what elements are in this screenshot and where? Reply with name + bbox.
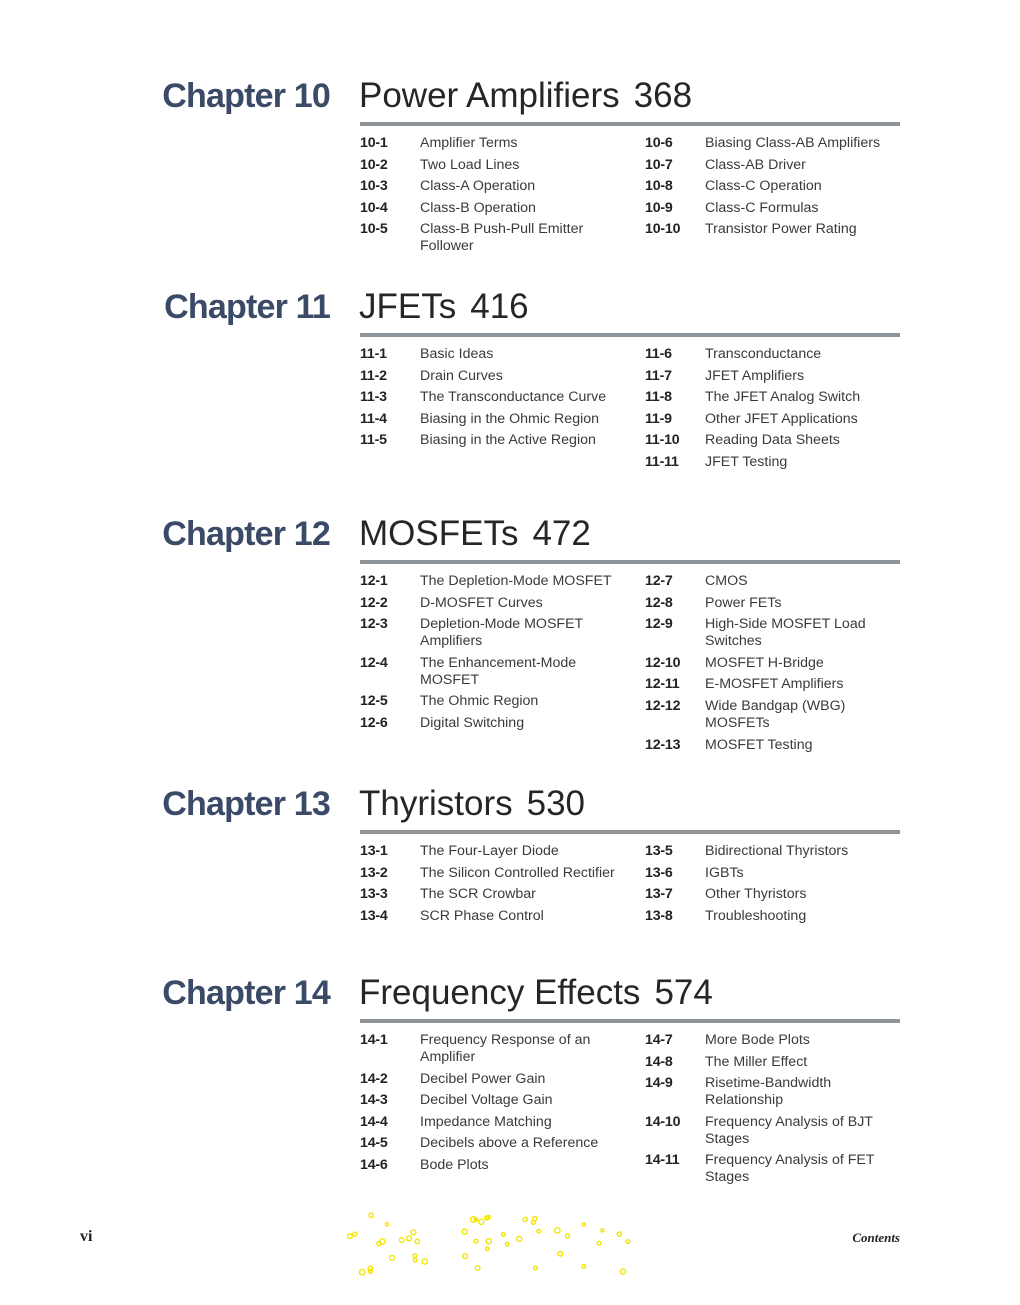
chapter-label: Chapter 11 xyxy=(164,288,330,326)
section-entry xyxy=(360,411,620,428)
section-title: Transconductance xyxy=(705,346,822,362)
decorative-dot xyxy=(523,1217,527,1221)
section-number: 10-2 xyxy=(360,156,388,173)
section-number: 11-3 xyxy=(360,389,387,406)
section-entry xyxy=(360,1157,620,1174)
section-entry xyxy=(645,1075,905,1109)
section-number: 10-9 xyxy=(645,199,673,216)
section-entry xyxy=(360,389,620,406)
chapter-divider xyxy=(360,333,900,337)
section-entry xyxy=(645,698,905,732)
section-number: 14-3 xyxy=(360,1092,388,1109)
section-title: Class-B Operation xyxy=(420,199,536,216)
section-entry xyxy=(360,865,620,882)
section-title: The JFET Analog Switch xyxy=(705,389,861,406)
chapter-heading xyxy=(359,76,899,116)
section-title: Wide Bandgap (WBG) MOSFETs xyxy=(705,697,846,731)
section-number: 10-1 xyxy=(360,135,388,151)
section-number: 12-7 xyxy=(645,573,673,589)
section-title: Amplifier Terms xyxy=(420,135,518,151)
section-entry xyxy=(645,346,905,363)
section-title: MOSFET H-Bridge xyxy=(705,654,824,671)
section-title: Decibel Voltage Gain xyxy=(420,1092,553,1109)
decorative-dot xyxy=(534,1266,538,1270)
section-number: 11-10 xyxy=(645,432,680,449)
chapter-page-number: 472 xyxy=(532,514,591,553)
section-title: CMOS xyxy=(705,573,748,589)
section-entry xyxy=(360,200,620,217)
chapter-divider xyxy=(360,1019,900,1023)
decorative-dot xyxy=(471,1217,477,1223)
section-entry xyxy=(360,1114,620,1131)
decorative-dot xyxy=(413,1258,417,1262)
page-number: vi xyxy=(80,1228,93,1245)
section-entry xyxy=(645,200,905,217)
section-number: 10-8 xyxy=(645,178,673,195)
section-title: Power FETs xyxy=(705,594,782,611)
section-title: Risetime-Bandwidth Relationship xyxy=(705,1075,832,1109)
section-entry xyxy=(360,1032,620,1066)
section-title: The Ohmic Region xyxy=(420,693,539,710)
decorative-dot xyxy=(399,1238,404,1243)
section-entry xyxy=(645,655,905,672)
decorative-dot xyxy=(582,1265,586,1269)
decorative-dot xyxy=(385,1223,388,1226)
chapter-page-number: 416 xyxy=(470,287,529,326)
section-number: 12-10 xyxy=(645,654,681,671)
section-number: 11-7 xyxy=(645,367,672,384)
section-number: 14-2 xyxy=(360,1070,388,1087)
section-number: 11-5 xyxy=(360,432,387,449)
chapter-heading xyxy=(359,287,899,327)
chapter-label: Chapter 12 xyxy=(162,515,330,553)
section-number: 14-5 xyxy=(360,1135,388,1152)
section-title: Bode Plots xyxy=(420,1156,489,1173)
section-entry xyxy=(645,595,905,612)
section-column-left xyxy=(360,1032,620,1179)
section-title: Biasing in the Active Region xyxy=(420,432,596,449)
section-number: 10-7 xyxy=(645,156,673,173)
decorative-dot xyxy=(353,1232,357,1236)
section-entry xyxy=(360,178,620,195)
section-number: 12-6 xyxy=(360,714,388,731)
section-title: Bidirectional Thyristors xyxy=(705,843,849,859)
section-number: 14-10 xyxy=(645,1113,681,1130)
chapter-page-number: 530 xyxy=(526,784,586,823)
section-number: 14-7 xyxy=(645,1032,673,1048)
section-title: SCR Phase Control xyxy=(420,907,544,924)
section-number: 10-5 xyxy=(360,221,388,238)
section-number: 13-2 xyxy=(360,864,388,881)
section-entry xyxy=(645,908,905,925)
section-title: JFET Testing xyxy=(705,453,788,470)
chapter-divider xyxy=(360,560,900,564)
decorative-dot xyxy=(422,1259,427,1264)
section-column-right xyxy=(645,135,905,243)
section-number: 13-4 xyxy=(360,907,388,924)
section-number: 10-4 xyxy=(360,199,388,216)
section-entry xyxy=(645,1032,905,1049)
section-column-right xyxy=(645,346,905,476)
section-title: Decibels above a Reference xyxy=(420,1135,599,1152)
section-number: 14-1 xyxy=(360,1032,388,1048)
section-number: 13-3 xyxy=(360,886,388,903)
section-entry xyxy=(645,1114,905,1148)
section-title: High-Side MOSFET Load Switches xyxy=(705,616,866,650)
section-title: Frequency Response of an Amplifier xyxy=(420,1032,591,1065)
section-title: IGBTs xyxy=(705,864,744,881)
section-number: 13-7 xyxy=(645,886,673,903)
decorative-dot xyxy=(532,1221,536,1225)
chapter-title: MOSFETs xyxy=(359,514,519,553)
section-entry xyxy=(645,886,905,903)
section-title: Troubleshooting xyxy=(705,907,807,924)
decorative-dot xyxy=(558,1251,563,1256)
section-entry xyxy=(360,908,620,925)
section-title: The Miller Effect xyxy=(705,1053,808,1070)
section-entry xyxy=(360,1135,620,1152)
section-title: D-MOSFET Curves xyxy=(420,594,543,611)
section-number: 12-2 xyxy=(360,594,388,611)
section-number: 11-9 xyxy=(645,410,672,427)
section-number: 11-6 xyxy=(645,346,672,362)
decorative-dot xyxy=(415,1239,419,1243)
section-title: The SCR Crowbar xyxy=(420,886,536,903)
decorative-dot xyxy=(462,1229,467,1234)
section-entry xyxy=(360,843,620,860)
section-column-left xyxy=(360,573,620,737)
section-entry xyxy=(360,368,620,385)
section-entry xyxy=(645,676,905,693)
section-number: 12-11 xyxy=(645,676,680,693)
decorative-dot xyxy=(463,1254,468,1259)
section-title: Biasing in the Ohmic Region xyxy=(420,410,600,427)
section-title: Class-A Operation xyxy=(420,178,536,195)
section-entry xyxy=(645,221,905,238)
section-entry xyxy=(645,865,905,882)
section-number: 13-8 xyxy=(645,907,673,924)
section-column-right xyxy=(645,573,905,758)
section-number: 10-10 xyxy=(645,221,681,238)
section-entry xyxy=(645,454,905,471)
section-number: 14-9 xyxy=(645,1075,673,1092)
section-number: 14-8 xyxy=(645,1053,673,1070)
section-column-left xyxy=(360,346,620,454)
section-number: 10-6 xyxy=(645,135,673,151)
decorative-dot xyxy=(601,1229,604,1232)
section-number: 11-2 xyxy=(360,367,387,384)
decorative-dot xyxy=(411,1230,416,1235)
section-entry xyxy=(645,411,905,428)
section-entry xyxy=(360,221,620,255)
section-title: Class-B Push-Pull Emitter Follower xyxy=(420,221,584,255)
section-title: The Four-Layer Diode xyxy=(420,843,559,859)
decorative-dot xyxy=(597,1241,601,1245)
section-entry xyxy=(360,346,620,363)
section-title: Impedance Matching xyxy=(420,1113,552,1130)
section-title: Reading Data Sheets xyxy=(705,432,840,449)
section-entry xyxy=(645,616,905,650)
section-title: Frequency Analysis of BJT Stages xyxy=(705,1113,873,1147)
section-title: The Silicon Controlled Rectifier xyxy=(420,864,615,881)
section-entry xyxy=(645,389,905,406)
section-column-right xyxy=(645,843,905,929)
decorative-dot xyxy=(475,1266,480,1271)
decorative-dot xyxy=(566,1234,570,1238)
section-entry xyxy=(645,1054,905,1071)
section-entry xyxy=(645,157,905,174)
section-entry xyxy=(360,715,620,732)
section-number: 11-11 xyxy=(645,453,679,470)
section-column-left xyxy=(360,135,620,260)
section-title: The Enhancement-Mode MOSFET xyxy=(420,654,577,688)
section-entry xyxy=(645,737,905,754)
section-title: Depletion-Mode MOSFET Amplifiers xyxy=(420,616,583,650)
section-number: 12-1 xyxy=(360,573,388,589)
section-number: 14-11 xyxy=(645,1152,680,1169)
decorative-dot xyxy=(413,1254,417,1258)
section-number: 12-3 xyxy=(360,616,388,633)
section-title: Drain Curves xyxy=(420,367,503,384)
chapter-divider xyxy=(360,122,900,126)
decorative-dot xyxy=(377,1242,381,1246)
section-number: 12-12 xyxy=(645,697,681,714)
section-number: 12-5 xyxy=(360,693,388,710)
section-entry xyxy=(360,886,620,903)
decorative-dot xyxy=(537,1230,541,1234)
chapter-title: Frequency Effects xyxy=(359,973,641,1012)
section-number: 13-1 xyxy=(360,843,388,859)
chapter-label: Chapter 14 xyxy=(162,974,330,1012)
section-title: Transistor Power Rating xyxy=(705,221,857,238)
decorative-dot xyxy=(407,1236,412,1241)
section-title: Class-AB Driver xyxy=(705,156,806,173)
section-entry xyxy=(645,368,905,385)
section-number: 12-8 xyxy=(645,594,673,611)
decorative-dot xyxy=(486,1239,491,1244)
section-title: The Transconductance Curve xyxy=(420,389,607,406)
section-column-right xyxy=(645,1032,905,1191)
section-column-left xyxy=(360,843,620,929)
section-title: Digital Switching xyxy=(420,714,525,731)
section-number: 12-4 xyxy=(360,654,388,671)
section-number: 10-3 xyxy=(360,178,388,195)
decorative-dot xyxy=(517,1236,522,1241)
section-number: 12-13 xyxy=(645,736,681,753)
section-title: Other Thyristors xyxy=(705,886,807,903)
chapter-page-number: 574 xyxy=(654,973,713,1012)
section-title: Class-C Operation xyxy=(705,178,822,195)
section-entry xyxy=(360,573,620,590)
section-entry xyxy=(645,573,905,590)
decorative-dot xyxy=(479,1219,484,1224)
section-entry xyxy=(645,135,905,152)
section-number: 11-1 xyxy=(360,346,387,362)
section-number: 13-5 xyxy=(645,843,673,859)
chapter-heading xyxy=(359,973,899,1013)
section-number: 14-6 xyxy=(360,1156,388,1173)
decorative-dot xyxy=(505,1242,509,1246)
section-entry xyxy=(360,655,620,689)
section-entry xyxy=(360,157,620,174)
section-title: More Bode Plots xyxy=(705,1032,810,1048)
running-head: Contents xyxy=(852,1230,900,1245)
section-entry xyxy=(360,1092,620,1109)
section-entry xyxy=(645,432,905,449)
section-title: Other JFET Applications xyxy=(705,410,858,427)
section-entry xyxy=(360,595,620,612)
section-title: JFET Amplifiers xyxy=(705,367,805,384)
chapter-title: JFETs xyxy=(359,287,457,326)
section-entry xyxy=(360,432,620,449)
decorative-dot xyxy=(555,1228,560,1233)
section-title: Decibel Power Gain xyxy=(420,1070,546,1087)
section-title: Biasing Class-AB Amplifiers xyxy=(705,135,881,151)
section-number: 14-4 xyxy=(360,1113,388,1130)
section-title: Class-C Formulas xyxy=(705,199,819,216)
chapter-label: Chapter 13 xyxy=(162,785,330,823)
chapter-heading xyxy=(359,784,899,824)
chapter-divider xyxy=(360,830,900,834)
section-title: Two Load Lines xyxy=(420,156,520,173)
decorative-dot xyxy=(582,1223,585,1226)
chapter-heading xyxy=(359,514,899,554)
chapter-page-number: 368 xyxy=(633,76,693,115)
section-entry xyxy=(360,1071,620,1088)
decorative-dot xyxy=(348,1234,353,1239)
section-entry xyxy=(360,616,620,650)
section-title: Frequency Analysis of FET Stages xyxy=(705,1152,875,1186)
decorative-dot xyxy=(369,1213,373,1217)
section-entry xyxy=(360,693,620,710)
section-entry xyxy=(360,135,620,152)
decorative-dot-pattern xyxy=(340,1210,640,1280)
chapter-title: Power Amplifiers xyxy=(359,76,620,115)
section-number: 11-8 xyxy=(645,389,672,406)
section-number: 13-6 xyxy=(645,864,673,881)
section-number: 12-9 xyxy=(645,616,673,633)
section-entry xyxy=(645,843,905,860)
section-title: MOSFET Testing xyxy=(705,736,813,753)
decorative-dot xyxy=(486,1247,489,1250)
section-number: 11-4 xyxy=(360,410,387,427)
decorative-dot xyxy=(620,1269,625,1274)
section-title: E-MOSFET Amplifiers xyxy=(705,676,844,693)
decorative-dot xyxy=(390,1255,395,1260)
section-title: The Depletion-Mode MOSFET xyxy=(420,573,612,589)
section-entry xyxy=(645,1152,905,1186)
decorative-dot xyxy=(626,1240,630,1244)
decorative-dot xyxy=(502,1233,506,1237)
decorative-dot xyxy=(359,1269,365,1275)
section-entry xyxy=(645,178,905,195)
chapter-label: Chapter 10 xyxy=(162,77,330,115)
section-title: Basic Ideas xyxy=(420,346,494,362)
decorative-dot xyxy=(474,1239,478,1243)
decorative-dot xyxy=(617,1232,621,1236)
chapter-title: Thyristors xyxy=(359,784,513,823)
